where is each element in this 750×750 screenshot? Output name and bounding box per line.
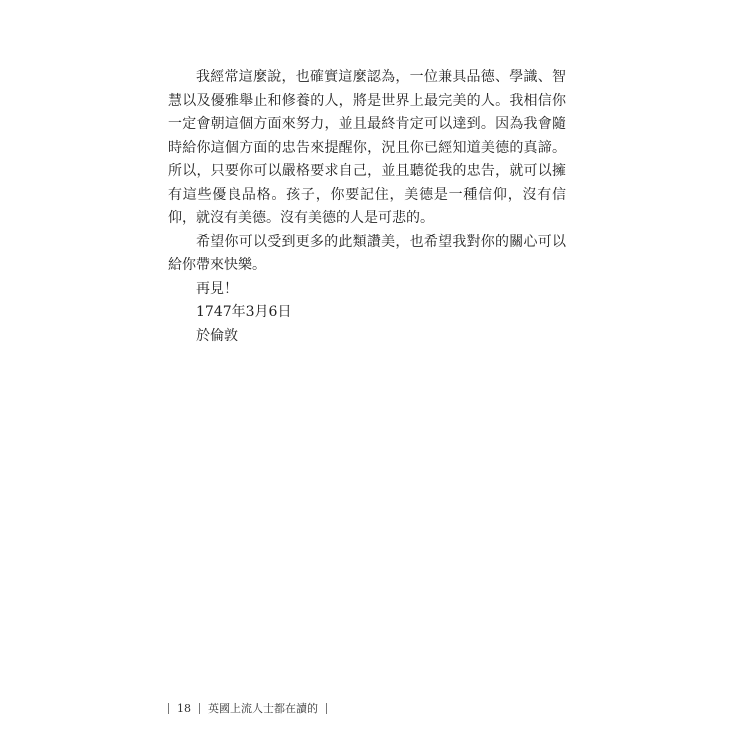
- paragraph-2: 希望你可以受到更多的此類讚美，也希望我對你的關心可以給你帶來快樂。: [168, 233, 566, 273]
- paragraph-1: 我經常這麼說，也確實這麼認為，一位兼具品德、學識、智慧以及優雅舉止和修養的人，將是世界上最完美的人。我相信你一定會朝這個方面來努力，並且最終肯定可以達到。因為我會隨時給你這個方面的忠告來提醒你，況且你已經知道美德的真諦。所以，只要你可以嚴格要求自己，並且聽從我的忠告，就可以擁有這些優良品格。孩子，你要記住，美德是一種信仰，沒有信仰，就沒有美德。沒有美德的人是可悲的。: [168, 69, 566, 226]
- footer-divider-middle: [199, 703, 200, 714]
- letter-date: 1747年3月6日: [196, 304, 292, 320]
- running-title: 英國上流人士都在讀的: [208, 702, 318, 715]
- footer-divider-left: [168, 703, 169, 714]
- closing-line: 再見！: [196, 280, 238, 297]
- letter-place: 於倫敦: [196, 327, 238, 344]
- footer-divider-right: [326, 703, 327, 714]
- page-footer: [168, 700, 327, 716]
- page-number: 18: [177, 701, 191, 715]
- letter-body: [168, 66, 566, 348]
